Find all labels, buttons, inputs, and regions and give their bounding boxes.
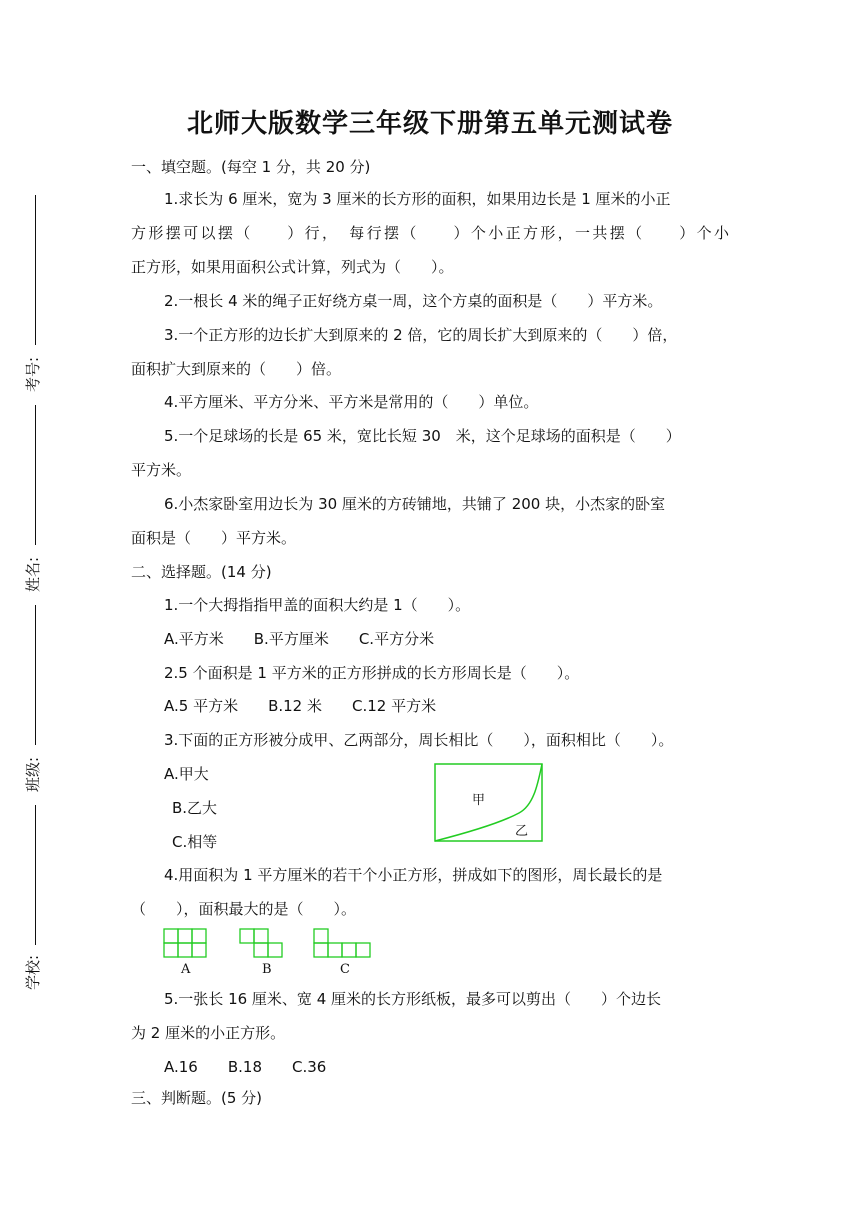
gutter-label-kaohao: 考号: xyxy=(24,356,42,392)
gutter-label-xuexiao: 学校: xyxy=(24,954,42,990)
shape-c-figure xyxy=(313,928,375,960)
shape-b-label: B xyxy=(262,962,272,977)
s1-q1-line3: 正方形，如果用面积公式计算，列式为（ ）。 xyxy=(131,258,454,276)
shape-a-figure xyxy=(163,928,209,960)
gutter-line-3 xyxy=(35,605,36,745)
gutter-label-banji: 班级: xyxy=(24,756,42,792)
s2-q3: 3.下面的正方形被分成甲、乙两部分，周长相比（ ），面积相比（ ）。 xyxy=(164,731,674,749)
label-jia: 甲 xyxy=(472,793,486,808)
s2-q3-option-a: A.甲大 xyxy=(164,765,209,783)
shape-a-label: A xyxy=(181,962,191,977)
s2-q3-option-c: C.相等 xyxy=(172,833,218,851)
s2-q5-line2: 为 2 厘米的小正方形。 xyxy=(131,1024,286,1042)
s1-q3-line1: 3.一个正方形的边长扩大到原来的 2 倍，它的周长扩大到原来的（ ）倍， xyxy=(164,326,678,344)
gutter-label-xingming: 姓名: xyxy=(24,556,42,592)
s1-q1-line1: 1.求长为 6 厘米，宽为 3 厘米的长方形的面积，如果用边长是 1 厘米的小正 xyxy=(164,190,671,208)
gutter-line-2 xyxy=(35,405,36,545)
s2-q1: 1.一个大拇指指甲盖的面积大约是 1（ ）。 xyxy=(164,596,471,614)
section3-heading: 三、判断题。(5 分) xyxy=(131,1089,263,1107)
shape-c-label: C xyxy=(340,962,350,977)
s2-q2-options: A.5 平方米 B.12 米 C.12 平方米 xyxy=(164,697,437,715)
s1-q5-line1: 5.一个足球场的长是 65 米，宽比长短 30 米，这个足球场的面积是（ ） xyxy=(164,427,681,445)
section2-heading: 二、选择题。(14 分) xyxy=(131,563,272,581)
section1-heading: 一、填空题。(每空 1 分，共 20 分) xyxy=(131,158,371,176)
s2-q3-option-b: B.乙大 xyxy=(172,799,218,817)
label-yi: 乙 xyxy=(515,824,529,839)
s2-q4-line1: 4.用面积为 1 平方厘米的若干个小正方形，拼成如下的图形，周长最长的是 xyxy=(164,866,663,884)
s1-q6-line2: 面积是（ ）平方米。 xyxy=(131,529,297,547)
s2-q1-options: A.平方米 B.平方厘米 C.平方分米 xyxy=(164,630,435,648)
s2-q5-line1: 5.一张长 16 厘米、宽 4 厘米的长方形纸板，最多可以剪出（ ）个边长 xyxy=(164,990,662,1008)
gutter-line-1 xyxy=(35,195,36,345)
s2-q4-line2: （ ），面积最大的是（ ）。 xyxy=(131,900,357,918)
s2-q2: 2.5 个面积是 1 平方米的正方形拼成的长方形周长是（ ）。 xyxy=(164,664,580,682)
s1-q1-line2: 方形摆可以摆（ ）行， 每行摆（ ）个小正方形，一共摆（ ）个小 xyxy=(131,224,729,242)
shape-b-figure xyxy=(239,928,285,960)
s1-q6-line1: 6.小杰家卧室用边长为 30 厘米的方砖铺地，共铺了 200 块，小杰家的卧室 xyxy=(164,495,666,513)
s1-q2: 2.一根长 4 米的绳子正好绕方桌一周，这个方桌的面积是（ ）平方米。 xyxy=(164,292,663,310)
page-title: 北师大版数学三年级下册第五单元测试卷 xyxy=(186,109,673,139)
s1-q5-line2: 平方米。 xyxy=(131,461,192,479)
s1-q4: 4.平方厘米、平方分米、平方米是常用的（ ）单位。 xyxy=(164,393,539,411)
s1-q3-line2: 面积扩大到原来的（ ）倍。 xyxy=(131,360,342,378)
gutter-line-4 xyxy=(35,805,36,945)
s2-q5-options: A.16 B.18 C.36 xyxy=(164,1058,327,1076)
